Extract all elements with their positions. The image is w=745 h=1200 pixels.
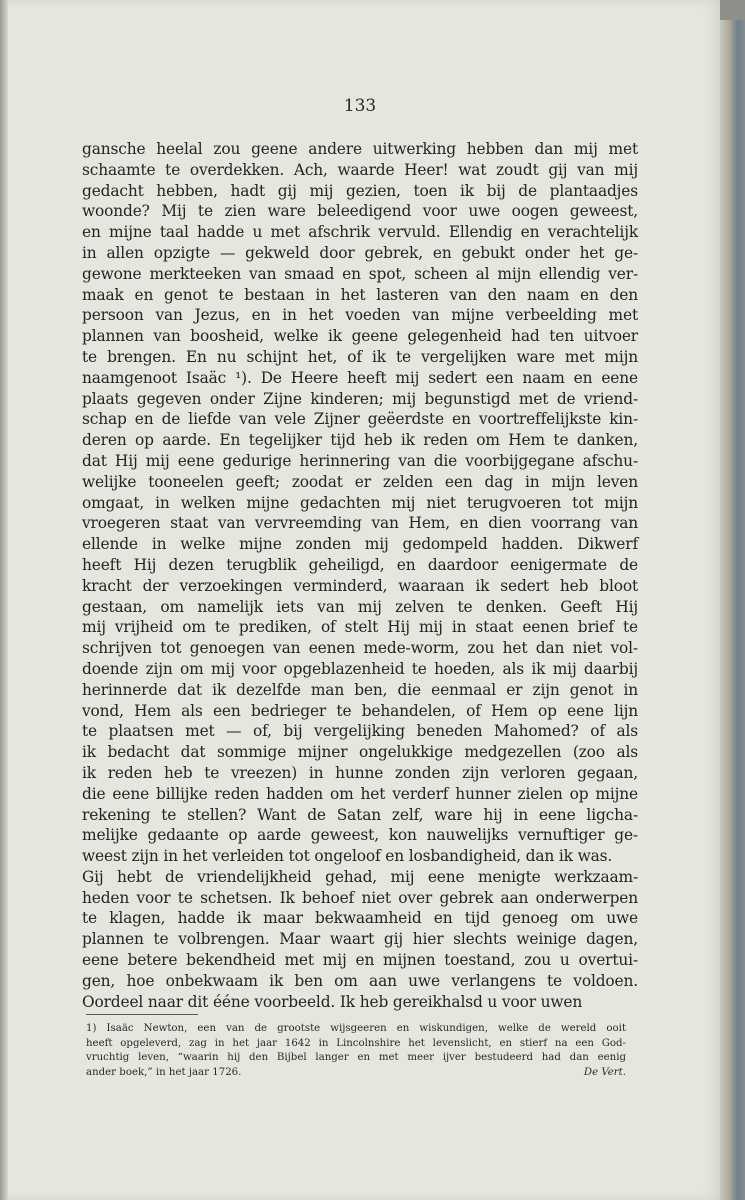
text-line: schrijven tot genoegen van eenen mede-worm, zou het dan niet vol- — [82, 639, 638, 658]
text-line: mij vrijheid om te prediken, of stelt Hij mij in staat eenen brief te — [82, 618, 638, 637]
text-line: plannen te volbrengen. Maar waart gij hier slechts weinige dagen, — [82, 930, 638, 949]
footnote-text: ander boek,” in het jaar 1726. — [86, 1066, 242, 1078]
text-line: gen, hoe onbekwaam ik ben om aan uwe verlangens te voldoen. — [82, 971, 638, 990]
text-line: eene betere bekendheid met mij en mijnen toestand, zou u overtui- — [82, 951, 638, 970]
text-line: herinnerde dat ik dezelfde man ben, die eenmaal er zijn genot in — [82, 680, 638, 699]
text-line: deren op aarde. En tegelijker tijd heb ik reden om Hem te danken, — [82, 431, 638, 450]
text-line: die eene billijke reden hadden om het verderf hunner zielen op mijne — [82, 784, 638, 803]
translator-signature: De Vert. — [583, 1066, 626, 1078]
footnote-rule — [86, 1014, 198, 1015]
text-line: kracht der verzoekingen verminderd, waaraan ik sedert heb bloot — [82, 576, 638, 595]
text-line: plaats gegeven onder Zijne kinderen; mij begunstigd met de vriend- — [82, 389, 638, 408]
text-line: doende zijn om mij voor opgeblazenheid te hoeden, als ik mij daarbij — [82, 659, 638, 678]
footnote — [86, 1022, 626, 1080]
text-line: maak en genot te bestaan in het lasteren van den naam en den — [82, 285, 638, 304]
text-line: naamgenoot Isaäc ¹). De Heere heeft mij sedert een naam en eene — [82, 368, 638, 387]
text-line: melijke gedaante op aarde geweest, kon nauwelijks vernuftiger ge- — [82, 826, 638, 845]
text-line: vond, Hem als een bedrieger te behandelen, of Hem op eene lijn — [82, 701, 638, 720]
text-line: vroegeren staat van vervreemding van Hem, en dien voorrang van — [82, 514, 638, 533]
footnote-line-last — [86, 1066, 626, 1081]
text-line: gewone merkteeken van smaad en spot, scheen al mijn ellendig ver- — [82, 264, 638, 283]
text-line: heden voor te schetsen. Ik behoef niet over gebrek aan onderwerpen — [82, 888, 638, 907]
text-line: gansche heelal zou geene andere uitwerking hebben dan mij met — [82, 140, 638, 158]
text-line: gestaan, om namelijk iets van mij zelven te denken. Geeft Hij — [82, 597, 638, 616]
text-line: Oordeel naar dit ééne voorbeeld. Ik heb gereikhalsd u voor uwen — [82, 992, 583, 1011]
text-line: rekening te stellen? Want de Satan zelf, ware hij in eene ligcha- — [82, 805, 638, 824]
footnote-line: heeft opgeleverd, zag in het jaar 1642 in Lincolnshire het levenslicht, en stierf na een God- — [86, 1037, 626, 1049]
text-line: te plaatsen met — of, bij vergelijking beneden Mahomed? of als — [82, 722, 638, 741]
text-line: gedacht hebben, hadt gij mij gezien, toen ik bij de plantaadjes — [82, 181, 638, 200]
text-line: persoon van Jezus, en in het voeden van mijne verbeelding met — [82, 306, 638, 325]
text-line: in allen opzigte — gekweld door gebrek, en gebukt onder het ge- — [82, 243, 638, 262]
page-number: 133 — [343, 96, 377, 116]
page-edge — [720, 20, 745, 1200]
text-line: weest zijn in het verleiden tot ongeloof en losbandigheid, dan ik was. — [82, 847, 613, 866]
page-gutter — [0, 0, 8, 1200]
text-line: welijke tooneelen geeft; zoodat er zelden een dag in mijn leven — [82, 472, 638, 491]
text-line: ik reden heb te vreezen) in hunne zonden zijn verloren gegaan, — [82, 763, 638, 782]
text-line: plannen van boosheid, welke ik geene gelegenheid had ten uitvoer — [82, 327, 638, 346]
text-line: dat Hij mij eene gedurige herinnering van die voorbijgegane afschu- — [82, 451, 638, 470]
footnote-line: 1) Isaäc Newton, een van de grootste wijsgeeren en wiskundigen, welke de wereld ooit — [86, 1023, 626, 1034]
text-line: heeft Hij dezen terugblik geheiligd, en daardoor eenigermate de — [82, 555, 638, 574]
text-line: te brengen. En nu schijnt het, of ik te vergelijken ware met mijn — [82, 347, 638, 366]
text-line: te klagen, hadde ik maar bekwaamheid en tijd genoeg om uwe — [82, 909, 638, 928]
text-line: schaamte te overdekken. Ach, waarde Heer! wat zoudt gij van mij — [82, 160, 638, 179]
text-line: schap en de liefde van vele Zijner geëerdste en voortreffelijkste kin- — [82, 410, 638, 429]
text-line: ellende in welke mijne zonden mij gedompeld hadden. Dikwerf — [82, 535, 638, 554]
text-line: ik bedacht dat sommige mijner ongelukkige medgezellen (zoo als — [82, 743, 638, 762]
text-line: Gij hebt de vriendelijkheid gehad, mij eene menigte werkzaam- — [82, 867, 638, 886]
text-line: omgaat, in welken mijne gedachten mij niet terugvoeren tot mijn — [82, 493, 638, 512]
body-text — [82, 139, 638, 1012]
footnote-line: vruchtig leven, “waarin hij den Bijbel langer en met meer ijver bestudeerd had dan eenig — [86, 1052, 626, 1063]
text-line: en mijne taal hadde u met afschrik vervuld. Ellendig en verachtelijk — [82, 223, 638, 242]
text-line: woonde? Mij te zien ware beleedigend voor uwe oogen geweest, — [82, 202, 638, 221]
